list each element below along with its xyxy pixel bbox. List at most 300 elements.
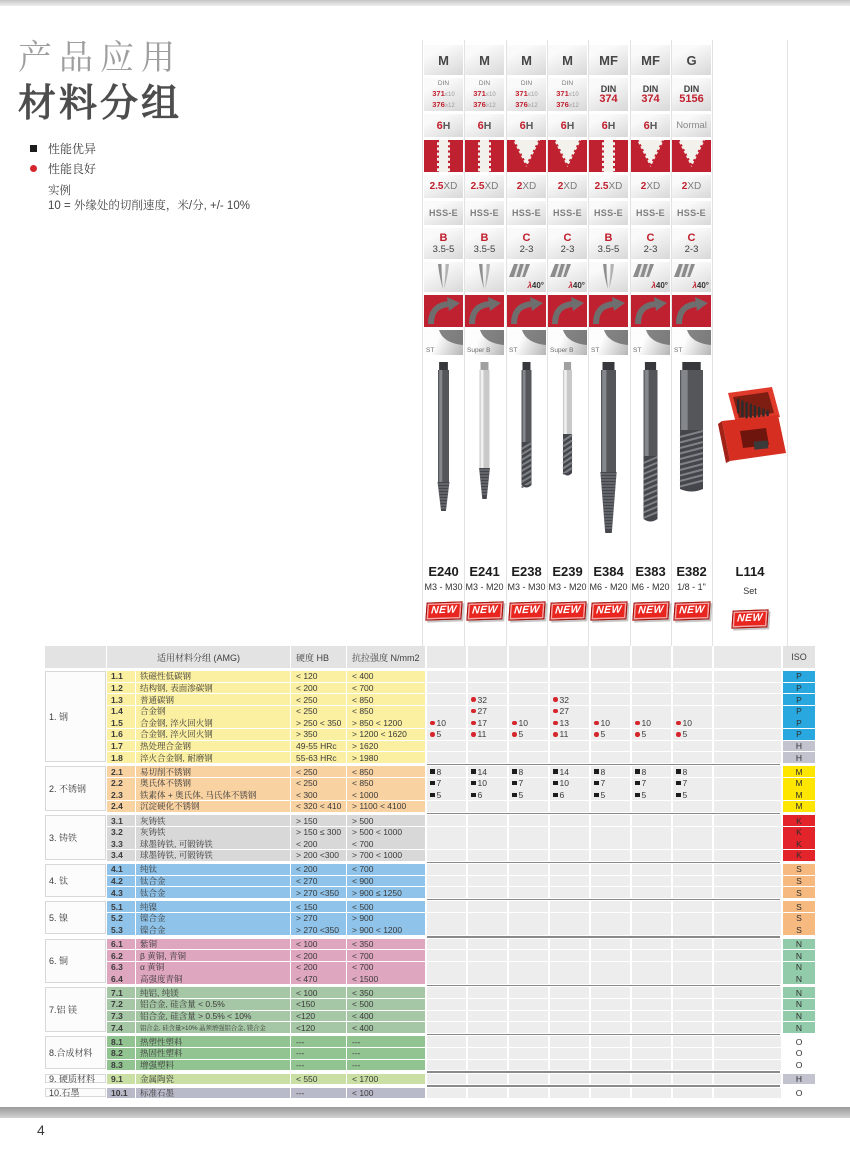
speed-data-cell [591, 729, 630, 740]
hardness-cell: > 270 [291, 913, 346, 924]
speed-data-cell [673, 778, 712, 789]
thread-depth-cell [631, 175, 670, 198]
speed-data-cell [427, 801, 466, 812]
tensile-strength-cell: < 500 [347, 999, 425, 1010]
table-row-3.1 [107, 815, 817, 826]
table-row-4.1 [107, 864, 817, 875]
right-spiral-arrow-icon [465, 295, 504, 327]
tensile-strength-cell: --- [347, 1048, 425, 1059]
chamfer-range: 3.5-5 [432, 243, 455, 255]
table-row-4.3 [107, 887, 817, 898]
good-dot-icon [430, 732, 435, 737]
speed-data-cell [427, 901, 466, 912]
flute-straight-cell [424, 262, 463, 292]
speed-data-cell [468, 901, 507, 912]
speed-data-cell [673, 717, 712, 728]
legend-example-title: 实例 [48, 185, 71, 197]
speed-data-cell [632, 939, 671, 950]
speed-data-cell [591, 741, 630, 752]
badge-wrap [714, 610, 786, 628]
excellent-square-icon [553, 769, 558, 774]
excellent-square-icon [594, 769, 599, 774]
thread-profile-blind-icon [548, 140, 587, 172]
speed-data-cell [427, 838, 466, 849]
excellent-square-icon [676, 793, 681, 798]
tensile-strength-cell: > 500 [347, 815, 425, 826]
product-photo-area [507, 358, 546, 554]
good-dot-icon [553, 732, 558, 737]
speed-value: 6 [559, 789, 565, 800]
empty-wide-cell [714, 950, 781, 961]
thread-profile-through-icon [589, 140, 628, 172]
row-number-cell: 1.5 [107, 717, 135, 728]
new-badge: NEW [732, 609, 769, 628]
surface-treatment-cell [631, 330, 670, 355]
empty-wide-cell [714, 1048, 781, 1059]
speed-data-cell [509, 962, 548, 973]
new-badge: NEW [508, 601, 545, 620]
chamfer-form-cell [548, 228, 587, 259]
speed-data-cell [509, 850, 548, 861]
empty-wide-cell [714, 827, 781, 838]
depth-unit: XD [563, 181, 578, 192]
good-dot-icon [553, 721, 558, 726]
cutting-material-cell: HSS-E [507, 201, 546, 225]
speed-data-cell [550, 789, 589, 800]
speed-value: 6 [477, 789, 483, 800]
row-number-cell: 6.2 [107, 950, 135, 961]
speed-data-cell [427, 876, 466, 887]
speed-data-cell [509, 924, 548, 935]
speed-data-cell [632, 913, 671, 924]
speed-data-cell [468, 838, 507, 849]
speed-data-cell [591, 987, 630, 998]
tap-photo [672, 362, 711, 492]
din-line [679, 94, 703, 105]
speed-data-cell [509, 752, 548, 763]
helix-angle-cell [631, 262, 670, 292]
speed-data-cell [468, 1036, 507, 1047]
product-column-E240 [424, 45, 463, 620]
iso-chip: N [783, 939, 815, 950]
table-row-1.6 [107, 729, 817, 740]
page-title-category: 产品应用 [18, 39, 182, 77]
speed-data-cell [673, 789, 712, 800]
speed-data-cell [673, 827, 712, 838]
speed-data-cell [673, 752, 712, 763]
speed-data-cell [427, 766, 466, 777]
empty-wide-cell [714, 987, 781, 998]
badge-wrap [589, 602, 628, 620]
tensile-strength-cell: < 100 [347, 1088, 425, 1099]
speed-data-cell [509, 1011, 548, 1022]
hardness-cell: < 200 [291, 864, 346, 875]
speed-value: 5 [436, 789, 442, 800]
thread-type-cell: M [465, 45, 504, 75]
empty-wide-cell [714, 962, 781, 973]
speed-value: 10 [559, 778, 569, 789]
surface-treatment-label: ST [509, 347, 518, 354]
spiral-direction-cell [465, 295, 504, 327]
product-code: E382 [676, 564, 707, 579]
right-spiral-arrow-icon [631, 295, 670, 327]
good-dot-icon [471, 709, 476, 714]
row-number-cell: 5.2 [107, 913, 135, 924]
badge-wrap [548, 602, 587, 620]
speed-data-cell [509, 766, 548, 777]
thread-depth-cell [589, 175, 628, 198]
speed-data-cell [550, 939, 589, 950]
din-standard-cell [548, 78, 587, 111]
speed-data-cell [550, 876, 589, 887]
chamfer-range: 2-3 [643, 243, 658, 255]
speed-data-cell [632, 671, 671, 682]
surface-treatment-cell [548, 330, 587, 355]
speed-data-cell [550, 1048, 589, 1059]
empty-wide-cell [714, 876, 781, 887]
speed-data-cell [550, 1036, 589, 1047]
helix-flute-icon [633, 264, 655, 279]
product-photo-area [548, 358, 587, 554]
speed-data-cell [427, 864, 466, 875]
surface-treatment-cell [672, 330, 711, 355]
table-row-8.1 [107, 1036, 817, 1047]
hole-type-cell [424, 140, 463, 172]
speed-data-cell [591, 766, 630, 777]
speed-data-cell [427, 973, 466, 984]
speed-data-cell [591, 1060, 630, 1071]
empty-wide-cell [714, 801, 781, 812]
iso-chip: S [783, 887, 815, 898]
empty-wide-cell [714, 729, 781, 740]
empty-wide-cell [714, 887, 781, 898]
good-dot-icon [430, 721, 435, 726]
material-name-cell: 纯镍 [136, 901, 290, 912]
speed-data-cell [591, 1022, 630, 1033]
row-number-cell: 4.2 [107, 876, 135, 887]
din-number: 371 [515, 88, 528, 98]
speed-data-cell [468, 973, 507, 984]
speed-data-cell [632, 778, 671, 789]
material-name-cell: 合金钢, 淬火回火钢 [136, 717, 290, 728]
speed-data-cell [591, 694, 630, 705]
table-row-8.2 [107, 1048, 817, 1059]
speed-data-cell [468, 864, 507, 875]
spiral-direction-cell [548, 295, 587, 327]
material-group-7 [45, 987, 817, 1033]
tap-photo [465, 362, 504, 500]
chamfer-letter: B [439, 231, 448, 244]
hardness-cell: < 200 [291, 838, 346, 849]
good-dot-icon [676, 721, 681, 726]
speed-data-cell [550, 887, 589, 898]
helix-flute-icon [509, 264, 531, 279]
speed-data-cell [468, 887, 507, 898]
speed-data-cell [427, 924, 466, 935]
din-size-limit: ≥12 [485, 102, 496, 109]
thread-type-cell: M [424, 45, 463, 75]
speed-data-cell [591, 913, 630, 924]
thread-profile-through-icon [424, 140, 463, 172]
table-row-6.2 [107, 950, 817, 961]
group-label: 1. 钢 [45, 671, 106, 762]
hole-type-cell [631, 140, 670, 172]
table-row-2.2 [107, 778, 817, 789]
speed-data-cell [427, 962, 466, 973]
hardness-cell: > 350 [291, 729, 346, 740]
speed-value: 5 [436, 729, 442, 740]
speed-data-cell [427, 950, 466, 961]
iso-chip: M [783, 789, 815, 800]
speed-data-cell [427, 1074, 466, 1085]
speed-data-cell [591, 1048, 630, 1059]
speed-data-cell [550, 999, 589, 1010]
speed-data-cell [632, 766, 671, 777]
helix-angle-label: λ40° [568, 281, 585, 290]
surface-treatment-label: Super B [467, 347, 491, 354]
header-data-blank-wide [714, 646, 781, 668]
group-label: 2. 不锈钢 [45, 766, 106, 811]
product-photo-area [631, 358, 670, 554]
speed-data-cell [468, 1088, 507, 1099]
thread-type-cell: MF [589, 45, 628, 75]
tensile-strength-cell: > 900 [347, 913, 425, 924]
speed-data-cell [427, 850, 466, 861]
header-data-blank [509, 646, 548, 668]
depth-value: 2 [516, 181, 523, 192]
tolerance-cell [424, 114, 463, 137]
speed-data-cell [468, 741, 507, 752]
excellent-square-icon [676, 781, 681, 786]
hardness-cell: < 100 [291, 987, 346, 998]
thread-type-cell: M [548, 45, 587, 75]
tap-photo [589, 362, 628, 534]
depth-value: 2.5 [429, 181, 444, 192]
speed-data-cell [468, 789, 507, 800]
tap-photo [507, 362, 546, 488]
tensile-strength-cell: > 900 ≤ 1250 [347, 887, 425, 898]
din-line [473, 99, 495, 110]
excellent-square-icon [512, 781, 517, 786]
speed-data-cell [550, 683, 589, 694]
table-row-4.2 [107, 876, 817, 887]
speed-value: 10 [682, 717, 692, 728]
material-name-cell: 热塑性塑料 [136, 1036, 290, 1047]
speed-data-cell [468, 752, 507, 763]
material-group-4 [45, 864, 817, 898]
speed-data-cell [591, 706, 630, 717]
group-label: 9. 硬质材料 [45, 1074, 106, 1084]
tensile-strength-cell: < 700 [347, 962, 425, 973]
speed-data-cell [673, 766, 712, 777]
table-row-1.1 [107, 671, 817, 682]
speed-value: 7 [682, 778, 688, 789]
speed-data-cell [550, 1011, 589, 1022]
hole-type-cell [672, 140, 711, 172]
speed-data-cell [591, 778, 630, 789]
speed-data-cell [468, 1060, 507, 1071]
din-number: 371 [473, 88, 486, 98]
tensile-strength-cell: > 850 < 1200 [347, 717, 425, 728]
speed-data-cell [591, 999, 630, 1010]
iso-chip: P [783, 671, 815, 682]
din-number: 5156 [679, 93, 704, 105]
thread-depth-cell [548, 175, 587, 198]
material-group-2 [45, 766, 817, 812]
legend-good-label: 性能良好 [48, 161, 97, 176]
speed-data-cell [673, 962, 712, 973]
speed-data-cell [509, 987, 548, 998]
speed-data-cell [468, 924, 507, 935]
din-word: DIN [683, 84, 700, 94]
tap-photo [631, 362, 670, 522]
speed-data-cell [673, 741, 712, 752]
speed-data-cell [550, 1022, 589, 1033]
speed-data-cell [591, 683, 630, 694]
din-word: DIN [478, 79, 491, 87]
material-group-10 [45, 1088, 817, 1099]
new-badge: NEW [549, 601, 586, 620]
thread-type-cell: G [672, 45, 711, 75]
speed-data-cell [509, 1036, 548, 1047]
table-row-1.2 [107, 683, 817, 694]
surface-treatment-label: ST [426, 347, 435, 354]
speed-data-cell [468, 999, 507, 1010]
helix-angle-cell [507, 262, 546, 292]
din-number: 374 [599, 93, 618, 105]
tolerance-grade: H [649, 119, 658, 132]
row-number-cell: 1.1 [107, 671, 135, 682]
speed-data-cell [632, 876, 671, 887]
hardness-cell: --- [291, 1088, 346, 1099]
speed-data-cell [509, 694, 548, 705]
iso-chip: K [783, 850, 815, 861]
speed-data-cell [550, 901, 589, 912]
speed-data-cell [427, 706, 466, 717]
speed-data-cell [632, 864, 671, 875]
tolerance-cell [631, 114, 670, 137]
empty-wide-cell [714, 789, 781, 800]
excellent-square-icon [635, 769, 640, 774]
speed-value: 7 [600, 778, 606, 789]
empty-wide-cell [714, 999, 781, 1010]
speed-data-cell [468, 671, 507, 682]
right-spiral-arrow-icon [548, 295, 587, 327]
good-dot-icon [512, 732, 517, 737]
speed-value: 5 [518, 729, 524, 740]
tensile-strength-cell: < 700 [347, 950, 425, 961]
empty-wide-cell [714, 778, 781, 789]
table-row-6.3 [107, 962, 817, 973]
speed-data-cell [509, 1074, 548, 1085]
row-number-cell: 1.7 [107, 741, 135, 752]
surface-treatment-cell [589, 330, 628, 355]
speed-data-cell [468, 766, 507, 777]
speed-data-cell [509, 1048, 548, 1059]
tensile-strength-cell: > 1100 < 4100 [347, 801, 425, 812]
speed-data-cell [632, 729, 671, 740]
speed-data-cell [468, 850, 507, 861]
material-name-cell: 合金钢, 淬火回火钢 [136, 729, 290, 740]
tensile-strength-cell: < 400 [347, 1022, 425, 1033]
din-size-limit: ≤10 [444, 91, 455, 98]
page-top-edge [0, 0, 850, 6]
legend-excellent-label: 性能优异 [48, 141, 97, 156]
material-name-cell: 铝合金, 硅含量 > 0.5% < 10% [136, 1011, 290, 1022]
speed-data-cell [509, 789, 548, 800]
speed-data-cell [632, 1048, 671, 1059]
material-name-cell: 易切削不锈钢 [136, 766, 290, 777]
empty-wide-cell [714, 694, 781, 705]
table-row-1.4 [107, 706, 817, 717]
tensile-strength-cell: < 850 [347, 778, 425, 789]
speed-data-cell [632, 752, 671, 763]
speed-data-cell [632, 706, 671, 717]
thread-depth-cell [465, 175, 504, 198]
tensile-strength-cell: < 1700 [347, 1074, 425, 1085]
hardness-cell: < 250 [291, 766, 346, 777]
material-name-cell: 铝合金, 硅含量>10% 晶须增强铝合金, 镁合金 [136, 1022, 290, 1033]
iso-chip: S [783, 924, 815, 935]
speed-data-cell [673, 729, 712, 740]
speed-data-cell [673, 706, 712, 717]
speed-data-cell [427, 729, 466, 740]
din-line [515, 99, 537, 110]
cutting-material-cell: HSS-E [589, 201, 628, 225]
material-name-cell: 金属陶瓷 [136, 1074, 290, 1085]
speed-data-cell [550, 694, 589, 705]
depth-unit: XD [608, 181, 623, 192]
empty-wide-cell [714, 901, 781, 912]
hardness-cell: < 250 [291, 778, 346, 789]
din-line [556, 88, 578, 99]
speed-value: 10 [477, 778, 487, 789]
speed-data-cell [550, 827, 589, 838]
din-line [515, 88, 537, 99]
table-row-5.2 [107, 913, 817, 924]
speed-data-cell [550, 987, 589, 998]
speed-data-cell [468, 1011, 507, 1022]
new-badge: NEW [466, 601, 503, 620]
group-separator-line [427, 764, 780, 766]
iso-chip: S [783, 901, 815, 912]
material-name-cell: 铝合金, 硅含量 < 0.5% [136, 999, 290, 1010]
surface-treatment-label: ST [674, 347, 683, 354]
helix-angle-label: λ40° [692, 281, 709, 290]
iso-chip: M [783, 801, 815, 812]
header-tensile: 抗拉强度 N/mm2 [347, 646, 425, 668]
empty-wide-cell [714, 683, 781, 694]
speed-data-cell [468, 706, 507, 717]
row-number-cell: 1.2 [107, 683, 135, 694]
din-size-limit: ≤10 [568, 91, 579, 98]
iso-chip: P [783, 683, 815, 694]
tolerance-label: Normal [676, 120, 707, 131]
legend [30, 138, 250, 214]
material-group-6 [45, 939, 817, 985]
speed-value: 10 [600, 717, 610, 728]
hardness-cell: > 250 < 350 [291, 717, 346, 728]
good-dot-icon [635, 721, 640, 726]
speed-value: 14 [477, 766, 487, 777]
row-number-cell: 3.4 [107, 850, 135, 861]
row-number-cell: 3.3 [107, 838, 135, 849]
iso-chip: N [783, 950, 815, 961]
helix-flute-icon [674, 264, 696, 279]
speed-data-cell [468, 1074, 507, 1085]
speed-data-cell [468, 987, 507, 998]
row-number-cell: 2.4 [107, 801, 135, 812]
